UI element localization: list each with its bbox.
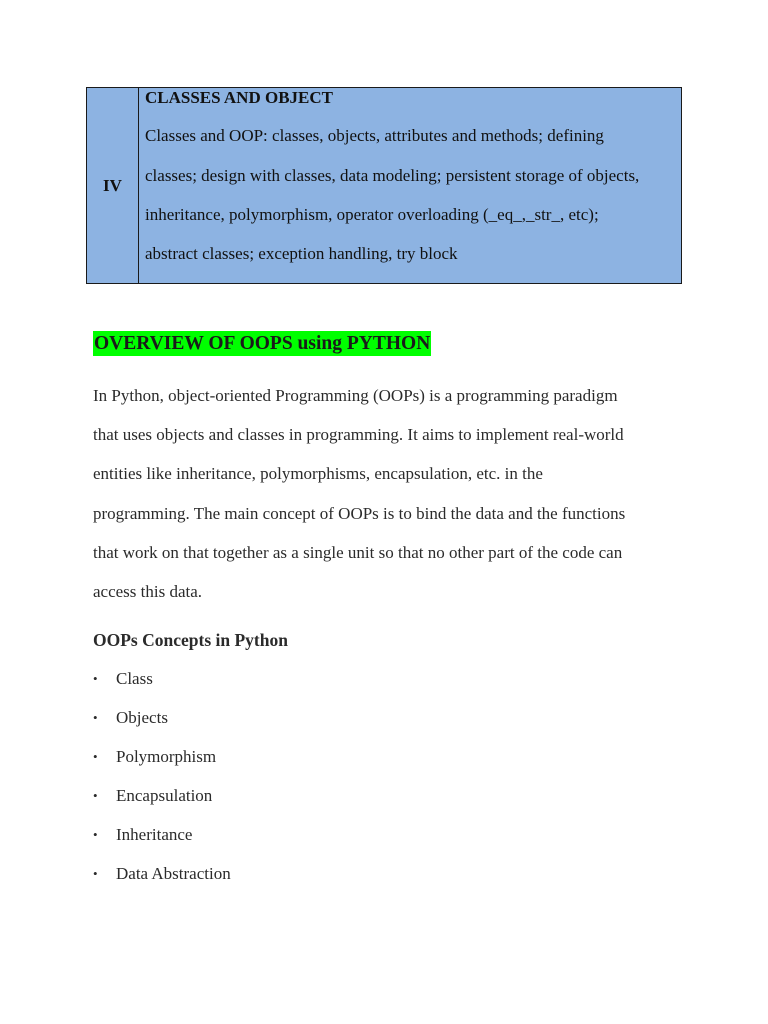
unit-line: abstract classes; exception handling, try block xyxy=(145,244,458,263)
list-item-label: Polymorphism xyxy=(116,747,217,766)
list-item xyxy=(93,825,192,845)
unit-title: CLASSES AND OBJECT xyxy=(145,88,334,107)
list-item-label: Objects xyxy=(116,708,168,727)
intro-paragraph-line: access this data. xyxy=(93,582,203,601)
list-item xyxy=(93,747,216,767)
list-item-label: Class xyxy=(116,669,153,688)
bullet-icon: • xyxy=(93,827,98,842)
intro-paragraph-line: that uses objects and classes in programming. It aims to implement real-world xyxy=(93,425,624,444)
syllabus-unit-table xyxy=(86,87,682,284)
list-item-label: Data Abstraction xyxy=(116,864,231,883)
bullet-icon: • xyxy=(93,710,98,725)
unit-line: classes; design with classes, data modeling; persistent storage of objects, xyxy=(145,166,640,185)
list-item xyxy=(93,708,168,728)
bullet-icon: • xyxy=(93,671,98,686)
bullet-icon: • xyxy=(93,866,98,881)
intro-paragraph-line: programming. The main concept of OOPs is to bind the data and the functions xyxy=(93,504,626,523)
bullet-icon: • xyxy=(93,749,98,764)
list-item xyxy=(93,669,153,689)
intro-paragraph-line: In Python, object-oriented Programming (OOPs) is a programming paradigm xyxy=(93,386,618,405)
intro-paragraph-line: entities like inheritance, polymorphisms, encapsulation, etc. in the xyxy=(93,464,543,483)
unit-content-cell xyxy=(139,88,681,283)
list-item xyxy=(93,864,231,884)
section-heading: OVERVIEW OF OOPS using PYTHON xyxy=(94,333,431,354)
unit-number-cell xyxy=(87,88,139,283)
unit-number: IV xyxy=(103,175,122,195)
unit-line: inheritance, polymorphism, operator overloading (_eq_,_str_, etc); xyxy=(145,205,599,224)
bullet-icon: • xyxy=(93,788,98,803)
intro-paragraph-line: that work on that together as a single unit so that no other part of the code can xyxy=(93,543,623,562)
list-item-label: Encapsulation xyxy=(116,786,213,805)
unit-line: Classes and OOP: classes, objects, attributes and methods; defining xyxy=(145,126,604,145)
concepts-subheading: OOPs Concepts in Python xyxy=(93,630,288,650)
list-item-label: Inheritance xyxy=(116,825,193,844)
list-item xyxy=(93,786,212,806)
